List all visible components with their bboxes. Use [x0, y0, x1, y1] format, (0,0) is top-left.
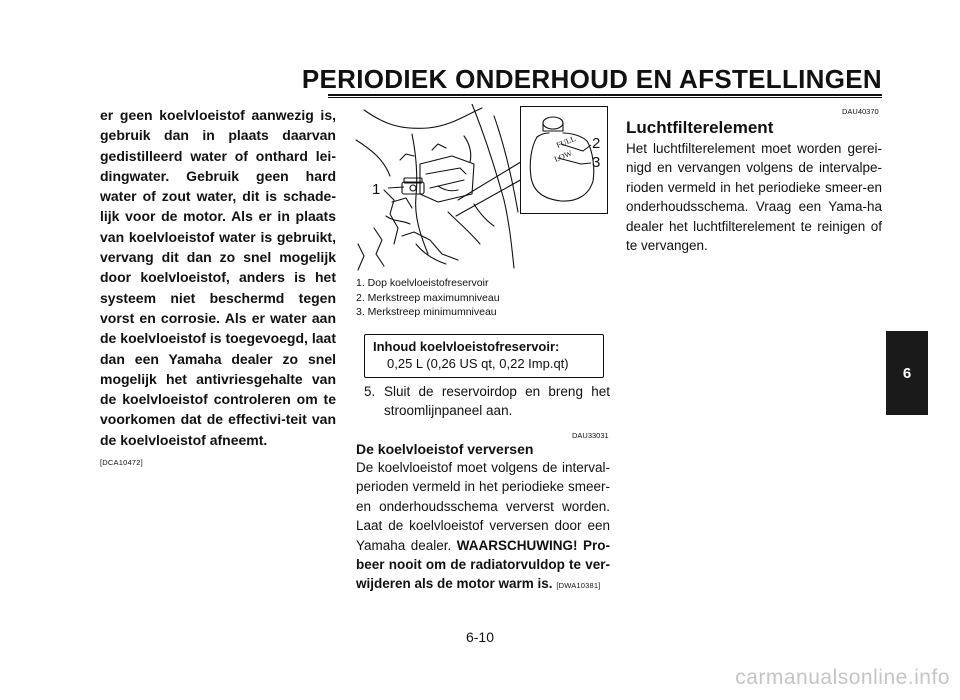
air-filter-heading: Luchtfilterelement	[626, 118, 774, 137]
caption-1: 1. Dop koelvloeistofreservoir	[356, 277, 489, 289]
coolant-change-text: De koelvloeistof moet volgens de interval-perioden vermeld in het periodieke smeer-en onderhoudsschema ververst worden. Laat de koelvloeistof verversen door een Yamaha dealer.	[356, 460, 610, 553]
callout-1: 1	[372, 181, 381, 198]
caption-2: 2. Merkstreep maximumniveau	[356, 291, 500, 304]
coolant-change-heading: De koelvloeistof verversen	[356, 441, 534, 457]
reservoir-detail-illustration	[521, 107, 607, 213]
caution-code: [DCA10472]	[100, 458, 143, 468]
coolant-warning-text: er geen koelvloeistof aanwezig is, gebruik dan in plaats daarvan gedistilleerd water of onthard lei-dingwater. Gebruik geen hard water of zout water, dit is schade-lijk voor de motor. Als er in plaats van koelvloeistof water is gebruikt, vervang dit dan zo snel mogelijk door koelvloeistof, anders is het systeem niet beschermd tegen vorst en corrosie. Als er water aan de koelvloeistof is toegevoegd, laat dan een Yamaha dealer zo snel mogelijk het antivriesgehalte van de koelvloeistof controleren om te voorkomen dat de effectivi-teit van de koelvloeistof afneemt.	[100, 107, 336, 448]
callout-2: 2	[592, 135, 601, 152]
figure-captions	[356, 276, 500, 320]
step-5	[364, 382, 610, 420]
coolant-change-body	[356, 458, 610, 596]
section-code-air-filter: DAU40370	[842, 107, 879, 116]
coolant-change-section	[356, 440, 610, 596]
air-filter-body: Het luchtfilterelement moet worden gerei-nigd en vervangen volgens de intervalpe-rioden vermeld in het periodieke smeer-en onderhoudsschema. Vraag een Yama-ha dealer het luchtfilterelement te reinigen of te vervangen.	[626, 141, 882, 254]
page-number: 6-10	[465, 629, 495, 645]
air-filter-section	[626, 117, 882, 255]
section-code-coolant: DAU33031	[572, 431, 609, 440]
page-title: PERIODIEK ONDERHOUD EN AFSTELLINGEN	[301, 64, 882, 94]
step-text-line1: Sluit de reservoirdop en breng het	[384, 384, 610, 399]
capacity-spec-box	[364, 334, 604, 378]
callout-3: 3	[592, 154, 601, 171]
coolant-change-warning: WAARSCHUWING! Pro-beer nooit om de radiatorvuldop te ver-wijderen als de motor warm is.	[356, 537, 610, 592]
low-level-mark: LOW	[552, 148, 574, 164]
caption-3: 3. Merkstreep minimumniveau	[356, 306, 497, 318]
reservoir-detail-inset	[520, 106, 608, 214]
step-text-line2: stroomlijnpaneel aan.	[384, 403, 513, 418]
watermark: carmanualsonline.info	[735, 666, 950, 689]
coolant-reservoir-figure	[354, 104, 608, 272]
header-rule	[328, 94, 882, 96]
page-header	[301, 64, 882, 94]
warning-code: [DWA10381]	[556, 581, 601, 591]
full-level-mark: FULL	[554, 134, 577, 150]
left-column	[100, 105, 336, 467]
spec-value: 0,25 L (0,26 US qt, 0,22 Imp.qt)	[387, 356, 569, 371]
header-rule-thin	[328, 97, 882, 98]
spec-title: Inhoud koelvloeistofreservoir:	[373, 339, 560, 354]
chapter-tab: 6	[886, 331, 928, 415]
step-number: 5.	[364, 384, 376, 399]
